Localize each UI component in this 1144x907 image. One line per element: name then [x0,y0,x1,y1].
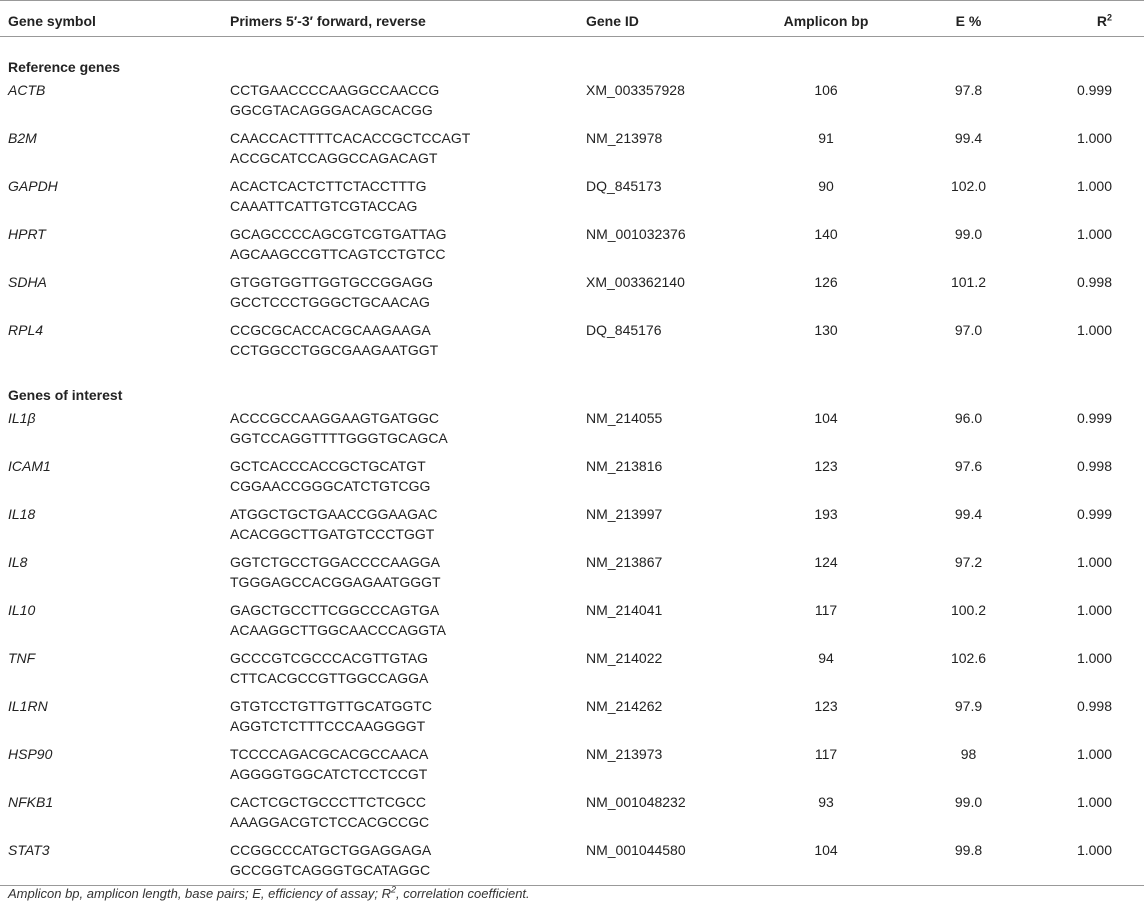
efficiency-cell: 102.0 [950,178,987,194]
amplicon-cell: 123 [814,458,838,474]
header-efficiency: E % [896,1,1041,37]
reverse-primer: ACACGGCTTGATGTCCCTGGT [230,526,435,542]
reverse-primer: GGTCCAGGTTTTGGGTGCAGCA [230,430,448,446]
primers-cell [230,77,586,125]
primers-cell [230,221,586,269]
r2-cell: 0.998 [1076,274,1112,290]
reverse-primer: ACAAGGCTTGGCAACCCAGGTA [230,622,446,638]
r2-cell: 1.000 [1076,602,1112,618]
efficiency-cell: 97.2 [954,554,983,570]
r2-cell: 1.000 [1076,554,1112,570]
efficiency-cell: 96.0 [954,410,983,426]
table-row [0,173,1144,221]
amplicon-cell: 123 [814,698,838,714]
gene-id-cell: DQ_845173 [586,178,662,194]
amplicon-cell: 104 [814,410,838,426]
gene-id-cell: DQ_845176 [586,322,662,338]
gene-symbol-cell: IL1RN [8,698,48,714]
header-r2-base: R [1096,13,1107,29]
gene-symbol-cell: HPRT [8,226,46,242]
gene-id-cell: XM_003357928 [586,82,685,98]
section-row [0,37,1144,78]
gene-symbol-cell: ACTB [8,82,46,98]
r2-cell: 1.000 [1076,226,1112,242]
efficiency-cell: 102.6 [950,650,987,666]
efficiency-cell: 101.2 [950,274,987,290]
header-gene-symbol: Gene symbol [0,1,230,37]
efficiency-cell: 99.8 [896,837,1041,885]
primers-cell [230,789,586,837]
primers-cell [230,693,586,741]
amplicon-cell: 90 [818,178,834,194]
footnote-sup: 2 [390,884,396,895]
r2-cell: 1.000 [1076,794,1112,810]
amplicon-cell: 140 [814,226,838,242]
amplicon-cell: 106 [814,82,838,98]
r2-cell: 1.000 [1041,837,1144,885]
primers-cell [230,741,586,789]
gene-id-cell: NM_213973 [586,746,663,762]
primers-cell [230,405,586,453]
gene-id-cell: NM_214041 [586,602,663,618]
table-row [0,125,1144,173]
section-title: Reference genes [8,59,121,75]
amplicon-cell: 124 [814,554,838,570]
header-r2 [1041,1,1144,37]
forward-primer: ACCCGCCAAGGAAGTGATGGC [230,410,439,426]
table-footnote [8,886,530,901]
header-row [0,1,1144,37]
table-row [0,77,1144,125]
table-row [0,453,1144,501]
reverse-primer: CCTGGCCTGGCGAAGAATGGT [230,342,439,358]
reverse-primer: AGGTCTCTTTCCCAAGGGGT [230,718,426,734]
forward-primer: CCTGAACCCCAAGGCCAACCG [230,82,440,98]
primers-cell [230,317,586,365]
gene-id-cell: XM_003362140 [586,274,685,290]
efficiency-cell: 99.4 [954,130,983,146]
gene-id-cell: NM_213978 [586,130,663,146]
gene-symbol-cell: NFKB1 [8,794,54,810]
gene-symbol-cell: TNF [8,650,36,666]
reverse-primer: GGCGTACAGGGACAGCACGG [230,102,433,118]
gene-id-cell: NM_214262 [586,698,663,714]
table-row [0,405,1144,453]
reverse-primer: GCCTCCCTGGGCTGCAACAG [230,294,430,310]
gene-id-cell: NM_213997 [586,506,663,522]
efficiency-cell: 99.0 [954,794,983,810]
table-row [0,317,1144,365]
amplicon-cell: 104 [756,837,896,885]
gene-id-cell: NM_213867 [586,554,663,570]
table-row [0,693,1144,741]
reverse-primer: CAAATTCATTGTCGTACCAG [230,198,418,214]
table-row [0,221,1144,269]
amplicon-cell: 130 [814,322,838,338]
gene-symbol-cell: IL18 [8,506,36,522]
r2-cell: 1.000 [1076,178,1112,194]
table-body [0,37,1144,886]
amplicon-cell: 117 [814,602,838,618]
reverse-primer: ACCGCATCCAGGCCAGACAGT [230,150,438,166]
table-row [0,837,1144,885]
r2-cell: 0.999 [1076,82,1112,98]
reverse-primer: GCCGGTCAGGGTGCATAGGC [230,862,431,878]
header-r2-sup: 2 [1106,12,1112,23]
footnote-text-2: , correlation coefficient. [395,886,530,901]
section-row [0,365,1144,405]
table-row [0,645,1144,693]
table-row [0,501,1144,549]
reverse-primer: AGCAAGCCGTTCAGTCCTGTCC [230,246,446,262]
forward-primer: TCCCCAGACGCACGCCAACA [230,746,429,762]
primers-cell [230,597,586,645]
gene-symbol-cell: IL10 [8,602,36,618]
gene-symbol-cell: SDHA [8,274,47,290]
gene-symbol-cell: IL8 [8,554,28,570]
gene-symbol-cell: HSP90 [8,746,53,762]
forward-primer: GGTCTGCCTGGACCCCAAGGA [230,554,441,570]
footnote-text-1: Amplicon bp, amplicon length, base pairs; E, efficiency of assay; R [8,886,391,901]
amplicon-cell: 94 [818,650,834,666]
forward-primer: GCCCGTCGCCCACGTTGTAG [230,650,429,666]
reverse-primer: CGGAACCGGGCATCTGTCGG [230,478,431,494]
gene-symbol-cell: B2M [8,130,37,146]
primers-cell [230,549,586,597]
amplicon-cell: 117 [814,746,838,762]
gene-symbol-cell: RPL4 [8,322,44,338]
efficiency-cell: 100.2 [950,602,987,618]
gene-id-cell: NM_214022 [586,650,663,666]
r2-cell: 0.998 [1076,458,1112,474]
primers-cell [230,453,586,501]
reverse-primer: AAAGGACGTCTCCACGCCGC [230,814,430,830]
efficiency-cell: 99.0 [954,226,983,242]
forward-primer: GTGTCCTGTTGTTGCATGGTC [230,698,432,714]
header-amplicon: Amplicon bp [756,1,896,37]
primers-cell [230,269,586,317]
efficiency-cell: 97.6 [954,458,983,474]
gene-id-cell: NM_214055 [586,410,663,426]
efficiency-cell: 99.4 [954,506,983,522]
forward-primer: CCGCGCACCACGCAAGAAGA [230,322,431,338]
table-row [0,597,1144,645]
gene-id-cell: NM_001032376 [586,226,686,242]
forward-primer: ATGGCTGCTGAACCGGAAGAC [230,506,438,522]
r2-cell: 1.000 [1076,130,1112,146]
amplicon-cell: 93 [818,794,834,810]
table-row [0,269,1144,317]
forward-primer: CCGGCCCATGCTGGAGGAGA [230,842,432,858]
forward-primer: GCTCACCCACCGCTGCATGT [230,458,426,474]
amplicon-cell: 193 [814,506,838,522]
gene-symbol-cell: STAT3 [0,837,230,885]
reverse-primer: TGGGAGCCACGGAGAATGGGT [230,574,441,590]
primers-cell [230,837,586,885]
forward-primer: GCAGCCCCAGCGTCGTGATTAG [230,226,447,242]
forward-primer: GAGCTGCCTTCGGCCCAGTGA [230,602,440,618]
r2-cell: 1.000 [1076,746,1112,762]
reverse-primer: CTTCACGCCGTTGGCCAGGA [230,670,429,686]
r2-cell: 1.000 [1076,650,1112,666]
amplicon-cell: 126 [814,274,838,290]
forward-primer: CACTCGCTGCCCTTCTCGCC [230,794,426,810]
efficiency-cell: 98 [960,746,977,762]
gene-id-cell: NM_213816 [586,458,663,474]
primers-cell [230,501,586,549]
primers-cell [230,125,586,173]
r2-cell: 1.000 [1076,322,1112,338]
efficiency-cell: 97.0 [954,322,983,338]
efficiency-cell: 97.9 [954,698,983,714]
reverse-primer: AGGGGTGGCATCTCCTCCGT [230,766,428,782]
gene-symbol-cell: GAPDH [8,178,58,194]
primers-cell [230,173,586,221]
forward-primer: GTGGTGGTTGGTGCCGGAGG [230,274,433,290]
forward-primer: ACACTCACTCTTCTACCTTTG [230,178,427,194]
section-title: Genes of interest [8,387,123,403]
r2-cell: 0.999 [1076,506,1112,522]
header-primers: Primers 5′-3′ forward, reverse [230,1,586,37]
efficiency-cell: 97.8 [954,82,983,98]
r2-cell: 0.998 [1076,698,1112,714]
gene-id-cell: NM_001044580 [586,837,756,885]
r2-cell: 0.999 [1076,410,1112,426]
table-row [0,789,1144,837]
gene-symbol-cell: ICAM1 [8,458,51,474]
gene-symbol-cell: IL1β [8,410,36,426]
primers-cell [230,645,586,693]
amplicon-cell: 91 [818,130,834,146]
header-gene-id: Gene ID [586,1,756,37]
table-row [0,741,1144,789]
table-row [0,549,1144,597]
gene-id-cell: NM_001048232 [586,794,686,810]
forward-primer: CAACCACTTTTCACACCGCTCCAGT [230,130,471,146]
